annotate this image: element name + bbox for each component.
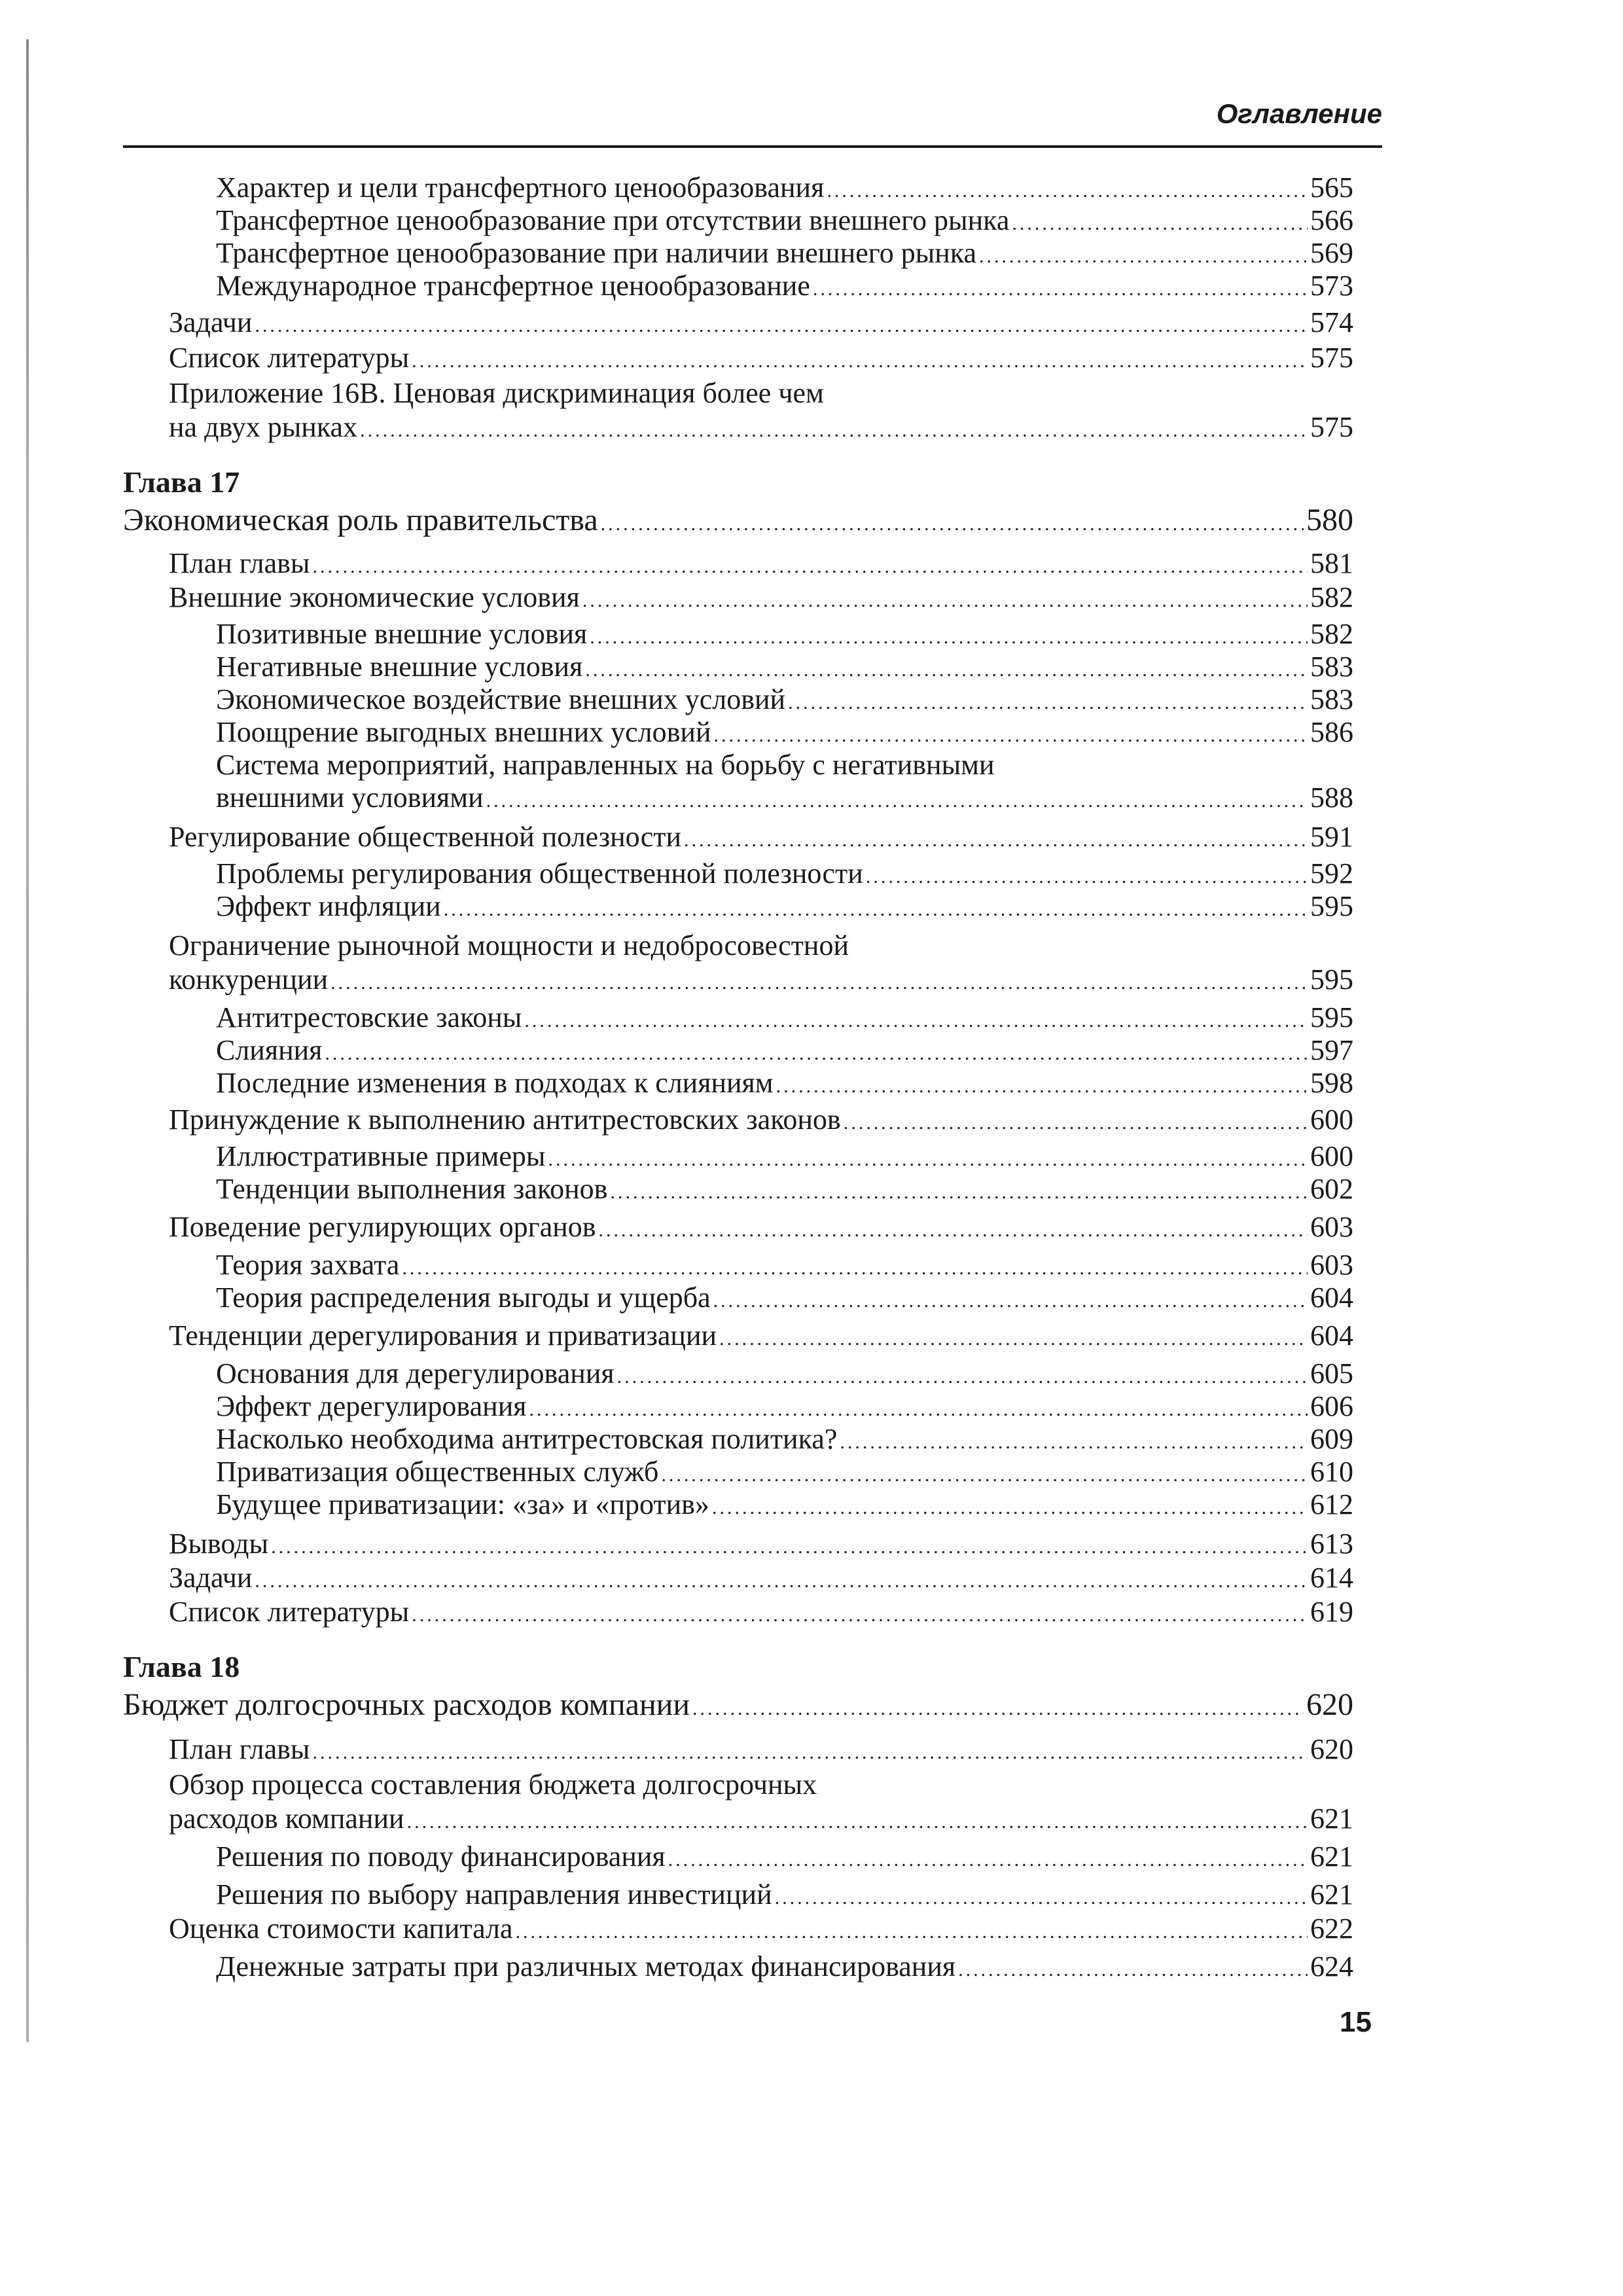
- toc-entry[interactable]: Список литературы ..... 619: [123, 1596, 1353, 1632]
- toc-entry[interactable]: Эффект инфляции ..... 595: [123, 890, 1353, 926]
- toc-entry[interactable]: Решения по выбору направления инвестиций ..... 621: [123, 1878, 1353, 1914]
- toc-entry[interactable]: Решения по поводу финансирования ..... 621: [123, 1840, 1353, 1876]
- toc-entry[interactable]: Трансфертное ценообразование при наличии внешнего рынка ..... 569: [123, 237, 1353, 273]
- toc-entry[interactable]: внешними условиями ..... 588: [123, 781, 1353, 817]
- toc-entry[interactable]: Трансфертное ценообразование при отсутствии внешнего рынка ..... 566: [123, 204, 1353, 240]
- toc-entry[interactable]: Негативные внешние условия ..... 583: [123, 651, 1353, 687]
- toc-entry[interactable]: Теория захвата ..... 603: [123, 1249, 1353, 1285]
- toc-entry[interactable]: Внешние экономические условия ..... 582: [123, 581, 1353, 617]
- toc-entry[interactable]: Задачи ..... 614: [123, 1562, 1353, 1598]
- chapter-label: Глава 17: [123, 465, 240, 499]
- toc-entry[interactable]: конкуренции ..... 595: [123, 963, 1353, 999]
- header-rule: [123, 145, 1382, 148]
- toc-entry[interactable]: Иллюстративные примеры ..... 600: [123, 1140, 1353, 1176]
- toc-entry[interactable]: Насколько необходима антитрестовская политика? ..... 609: [123, 1423, 1353, 1459]
- toc-entry[interactable]: Последние изменения в подходах к слияниям ..... 598: [123, 1067, 1353, 1103]
- toc-entry[interactable]: Поведение регулирующих органов ..... 603: [123, 1211, 1353, 1247]
- toc-entry[interactable]: Эффект дерегулирования ..... 606: [123, 1390, 1353, 1426]
- toc-entry[interactable]: Позитивные внешние условия ..... 582: [123, 618, 1353, 654]
- toc-entry[interactable]: Международное трансфертное ценообразование ..... 573: [123, 270, 1353, 306]
- toc-entry-line1[interactable]: Приложение 16В. Ценовая дискриминация более чем: [169, 377, 824, 409]
- toc-entry[interactable]: Принуждение к выполнению антитрестовских законов ..... 600: [123, 1103, 1353, 1139]
- toc-entry[interactable]: Поощрение выгодных внешних условий ..... 586: [123, 716, 1353, 752]
- toc-entry[interactable]: Антитрестовские законы ..... 595: [123, 1001, 1353, 1037]
- toc-entry[interactable]: Экономическое воздействие внешних условий ..... 583: [123, 683, 1353, 719]
- toc-entry[interactable]: Выводы ..... 613: [123, 1528, 1353, 1564]
- toc-entry-line1[interactable]: Обзор процесса составления бюджета долгосрочных: [169, 1768, 817, 1801]
- chapter-label: Глава 18: [123, 1650, 240, 1683]
- toc-entry[interactable]: План главы ..... 620: [123, 1733, 1353, 1769]
- toc-entry[interactable]: Будущее приватизации: «за» и «против» ..... 612: [123, 1488, 1353, 1524]
- toc-entry[interactable]: на двух рынках ..... 575: [123, 411, 1353, 447]
- page-number: 15: [1340, 2006, 1372, 2038]
- toc-entry-line1[interactable]: Ограничение рыночной мощности и недобросовестной: [169, 929, 849, 961]
- toc-entry[interactable]: Основания для дерегулирования ..... 605: [123, 1357, 1353, 1393]
- toc-entry[interactable]: Оценка стоимости капитала ..... 622: [123, 1912, 1353, 1948]
- toc-entry[interactable]: Слияния ..... 597: [123, 1034, 1353, 1070]
- toc-entry[interactable]: Теория распределения выгоды и ущерба ..... 604: [123, 1282, 1353, 1318]
- toc-entry[interactable]: Денежные затраты при различных методах финансирования ..... 624: [123, 1950, 1353, 1986]
- toc-entry[interactable]: План главы ..... 581: [123, 547, 1353, 583]
- toc-entry[interactable]: Тенденции дерегулирования и приватизации ..... 604: [123, 1319, 1353, 1355]
- toc-entry[interactable]: Проблемы регулирования общественной полезности ..... 592: [123, 857, 1353, 893]
- toc-entry[interactable]: Задачи ..... 574: [123, 306, 1353, 342]
- toc-entry[interactable]: расходов компании ..... 621: [123, 1803, 1353, 1839]
- toc-entry[interactable]: Характер и цели трансфертного ценообразования ..... 565: [123, 171, 1353, 207]
- chapter-title-entry[interactable]: Экономическая роль правительства ..... 580: [123, 504, 1353, 541]
- toc-entry[interactable]: Тенденции выполнения законов ..... 602: [123, 1173, 1353, 1209]
- toc-entry-line1[interactable]: Система мероприятий, направленных на борьбу с негативными: [216, 749, 995, 781]
- chapter-title-entry[interactable]: Бюджет долгосрочных расходов компании ..... 620: [123, 1689, 1353, 1725]
- running-head: Оглавление: [1216, 98, 1382, 129]
- binding-edge-shadow: [26, 39, 29, 2042]
- toc-entry[interactable]: Список литературы ..... 575: [123, 342, 1353, 378]
- toc-entry[interactable]: Регулирование общественной полезности ..... 591: [123, 821, 1353, 857]
- toc-entry[interactable]: Приватизация общественных служб ..... 610: [123, 1456, 1353, 1492]
